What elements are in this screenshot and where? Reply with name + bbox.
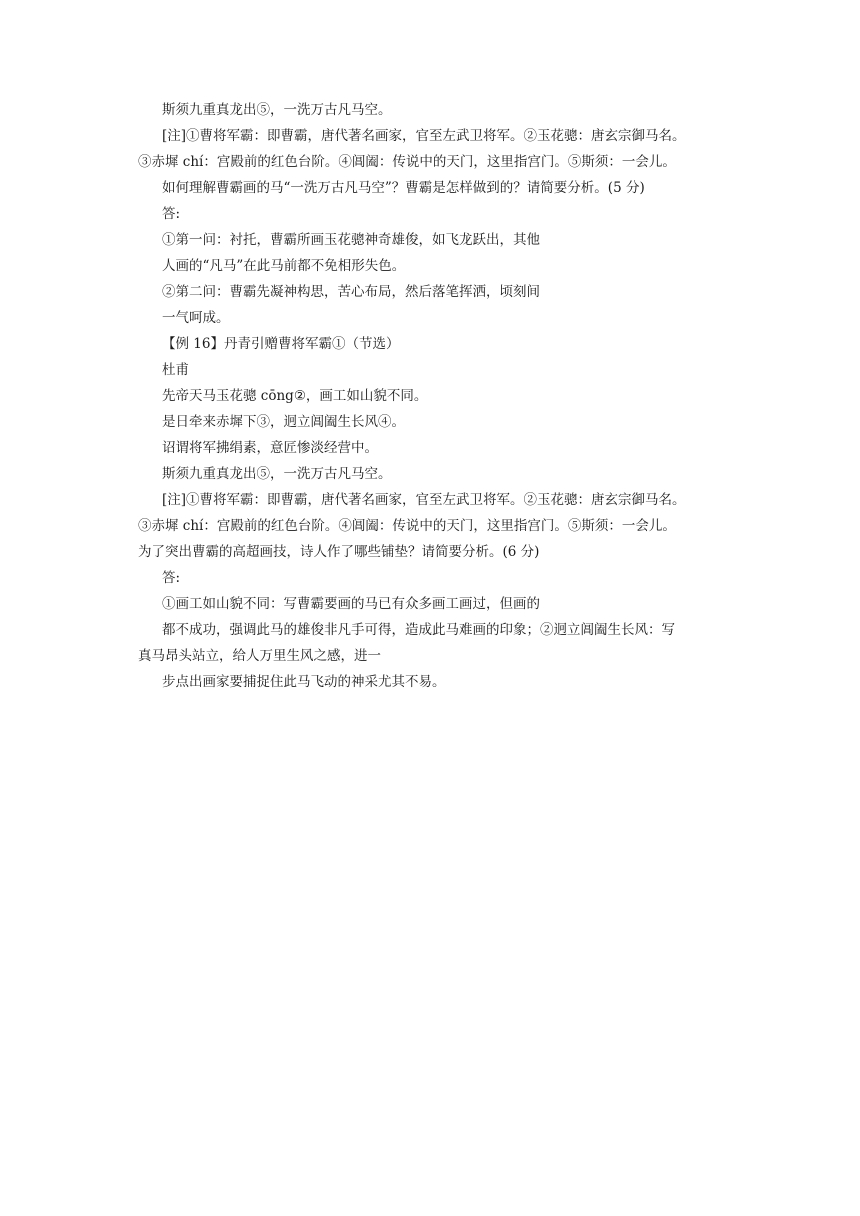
annotation-line: ③赤墀 chí：宫殿前的红色台阶。④阊阖：传说中的天门，这里指宫门。⑤斯须：一会儿。	[138, 518, 676, 534]
poem-author: 杜甫	[162, 362, 189, 378]
answer-line: 一气呵成。	[162, 310, 230, 326]
answer-line: 都不成功，强调此马的雄俊非凡手可得，造成此马难画的印象；②迥立阊阖生长风：写	[162, 622, 675, 638]
poem-line: 先帝天马玉花骢 cōng②，画工如山貌不同。	[162, 388, 428, 404]
answer-line: ②第二问：曹霸先凝神构思，苦心布局，然后落笔挥洒，顷刻间	[162, 284, 540, 300]
poem-line: 是日牵来赤墀下③，迥立阊阖生长风④。	[162, 414, 405, 430]
question-line: 为了突出曹霸的高超画技，诗人作了哪些铺垫？请简要分析。(6 分)	[138, 544, 540, 560]
poem-line: 斯须九重真龙出⑤，一洗万古凡马空。	[162, 466, 392, 482]
annotation-line: [注]①曹将军霸：即曹霸，唐代著名画家，官至左武卫将军。②玉花骢：唐玄宗御马名。	[162, 128, 686, 144]
answer-line: ①第一问：衬托，曹霸所画玉花骢神奇雄俊，如飞龙跃出，其他	[162, 232, 540, 248]
answer-line: 人画的“凡马”在此马前都不免相形失色。	[162, 258, 406, 274]
answer-line: 真马昂头站立，给人万里生风之感，进一	[138, 648, 381, 664]
annotation-line: [注]①曹将军霸：即曹霸，唐代著名画家，官至左武卫将军。②玉花骢：唐玄宗御马名。	[162, 492, 686, 508]
answer-label: 答:	[162, 206, 181, 222]
question-line: 如何理解曹霸画的马“一洗万古凡马空”？曹霸是怎样做到的？请简要分析。(5 分)	[162, 180, 645, 196]
answer-line: ①画工如山貌不同：写曹霸要画的马已有众多画工画过，但画的	[162, 596, 540, 612]
annotation-line: ③赤墀 chí：宫殿前的红色台阶。④阊阖：传说中的天门，这里指宫门。⑤斯须：一会儿。	[138, 154, 676, 170]
answer-line: 步点出画家要捕捉住此马飞动的神采尤其不易。	[162, 674, 446, 690]
example-heading: 【例 16】丹青引赠曹将军霸①（节选）	[162, 336, 400, 352]
poem-line: 诏谓将军拂绢素，意匠惨淡经营中。	[162, 440, 378, 456]
answer-label: 答:	[162, 570, 181, 586]
poem-line: 斯须九重真龙出⑤，一洗万古凡马空。	[162, 102, 392, 118]
document-body	[138, 100, 738, 698]
